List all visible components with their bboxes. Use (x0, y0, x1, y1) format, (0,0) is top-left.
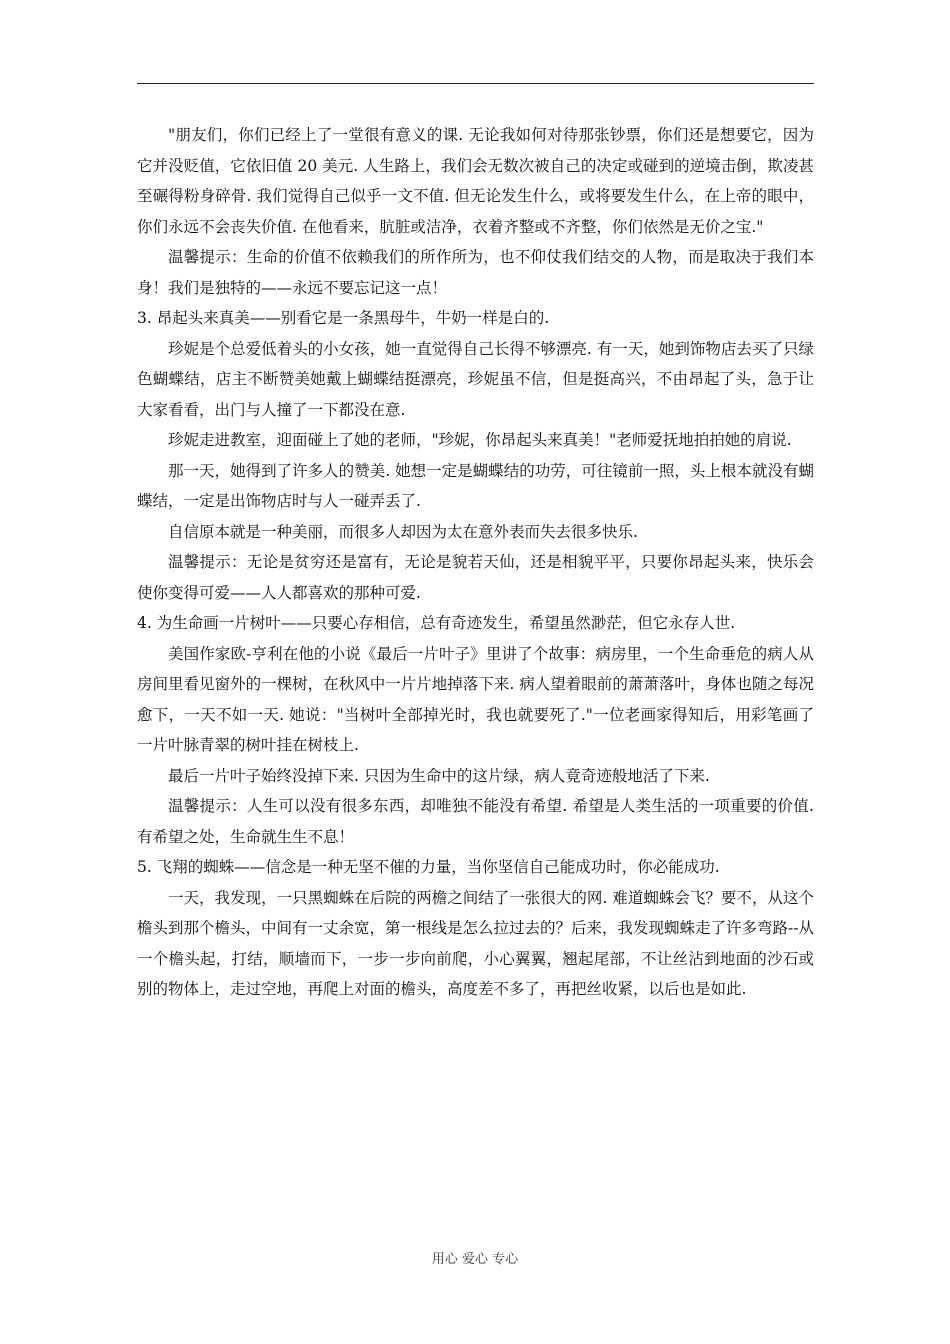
paragraph: 珍妮走进教室，迎面碰上了她的老师，"珍妮，你昂起头来真美！"老师爱抚地拍拍她的肩说. (168, 431, 792, 449)
tip-paragraph: 温馨提示：生命的价值不依赖我们的所作所为，也不仰仗我们结交的人物，而是取决于我们本身！我们是独特的——永远不要忘记这一点！ (137, 248, 814, 297)
section-heading-3: 3. 昂起头来真美——别看它是一条黑母牛，牛奶一样是白的. (137, 309, 550, 327)
paragraph: 美国作家欧-亨利在他的小说《最后一片叶子》里讲了个故事：病房里，一个生命垂危的病人从房间里看见窗外的一棵树，在秋风中一片片地掉落下来. 病人望着眼前的萧萧落叶，身体也随之每况愈下，一天不如一天. 她说："当树叶全部掉光时，我也就要死了."一位老画家得知后，用彩笔画了一片叶脉青翠的树叶挂在树枝上. (137, 644, 814, 754)
tip-paragraph: 温馨提示：人生可以没有很多东西，却唯独不能没有希望. 希望是人类生活的一项重要的价值. 有希望之处，生命就生生不息！ (137, 797, 814, 846)
paragraph: 自信原本就是一种美丽，而很多人却因为太在意外表而失去很多快乐. (168, 522, 638, 541)
header-rule (137, 83, 814, 84)
paragraph: 最后一片叶子始终没掉下来. 只因为生命中的这片绿，病人竟奇迹般地活了下来. (168, 766, 710, 785)
page-footer: 用心 爱心 专心 (431, 1252, 519, 1267)
tip-paragraph: 温馨提示：无论是贫穷还是富有，无论是貌若天仙，还是相貌平平，只要你昂起头来，快乐会使你变得可爱——人人都喜欢的那种可爱. (137, 553, 814, 602)
section-heading-5: 5. 飞翔的蜘蛛——信念是一种无坚不催的力量，当你坚信自己能成功时，你必能成功. (137, 858, 720, 876)
paragraph: 那一天，她得到了许多人的赞美. 她想一定是蝴蝶结的功劳，可往镜前一照，头上根本就没有蝴蝶结，一定是出饰物店时与人一碰弄丢了. (137, 461, 814, 510)
paragraph: 珍妮是个总爱低着头的小女孩，她一直觉得自己长得不够漂亮. 有一天，她到饰物店去买了只绿色蝴蝶结，店主不断赞美她戴上蝴蝶结挺漂亮，珍妮虽不信，但是挺高兴，不由昂起了头，急于让大家看看，出门与人撞了一下都没在意. (137, 339, 814, 419)
paragraph: "朋友们，你们已经上了一堂很有意义的课. 无论我如何对待那张钞票，你们还是想要它，因为它并没贬值，它依旧值 20 美元. 人生路上，我们会无数次被自己的决定或碰到的逆境击倒，欺凌甚至碾得粉身碎骨. 我们觉得自己似乎一文不值. 但无论发生什么，或将要发生什么，在上帝的眼中，你们永远不会丧失价值. 在他看来，肮脏或洁净，衣着齐整或不齐整，你们依然是无价之宝." (137, 126, 814, 236)
paragraph: 一天，我发现，一只黑蜘蛛在后院的两檐之间结了一张很大的网. 难道蜘蛛会飞？要不，从这个檐头到那个檐头，中间有一丈余宽，第一根线是怎么拉过去的？后来，我发现蜘蛛走了许多弯路--从一个檐头起，打结，顺墙而下，一步一步向前爬，小心翼翼，翘起尾部，不让丝沾到地面的沙石或别的物体上，走过空地，再爬上对面的檐头，高度差不多了，再把丝收紧，以后也是如此. (137, 888, 814, 998)
section-heading-4: 4. 为生命画一片树叶——只要心存相信，总有奇迹发生，希望虽然渺茫，但它永存人世. (137, 614, 736, 632)
document-body (137, 120, 814, 1005)
